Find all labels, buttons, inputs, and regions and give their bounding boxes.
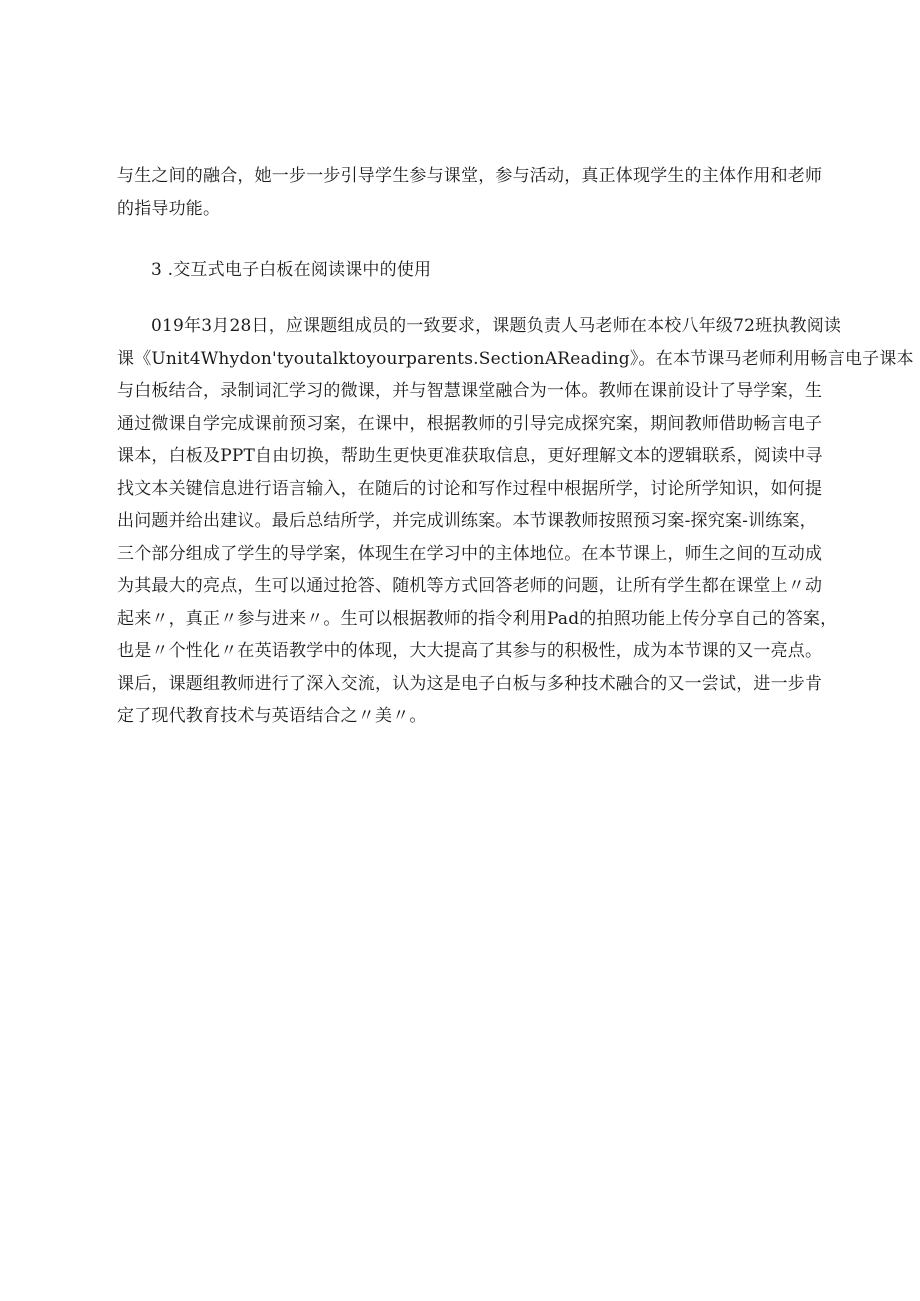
paragraph-line: 出问题并给出建议。最后总结所学，并完成训练案。本节课教师按照预习案-探究案-训练案， bbox=[117, 511, 817, 531]
paragraph-line: 定了现代教育技术与英语结合之〃美〃。 bbox=[117, 706, 427, 726]
paragraph-line: 找文本关键信息进行语言输入，在随后的讨论和写作过程中根据所学，讨论所学知识，如何提 bbox=[117, 478, 823, 499]
paragraph-line: 通过微课自学完成课前预习案，在课中，根据教师的引导完成探究案，期间教师借助畅言电子 bbox=[117, 413, 823, 434]
paragraph-line: 课本，白板及PPT自由切换，帮助生更快更准获取信息，更好理解文本的逻辑联系，阅读中寻 bbox=[117, 446, 823, 466]
paragraph-line: 也是〃个性化〃在英语教学中的体现，大大提高了其参与的积极性，成为本节课的又一亮点。 bbox=[117, 641, 823, 661]
section-heading: 3 .交互式电子白板在阅读课中的使用 bbox=[151, 260, 432, 280]
paragraph-line: 三个部分组成了学生的导学案，体现生在学习中的主体地位。在本节课上，师生之间的互动成 bbox=[117, 543, 823, 564]
paragraph-line: 起来〃，真正〃参与进来〃。生可以根据教师的指令利用Pad的拍照功能上传分享自己的答案， bbox=[117, 608, 838, 629]
continued-paragraph bbox=[117, 160, 823, 225]
paragraph-line: 与生之间的融合，她一步一步引导学生参与课堂，参与活动，真正体现学生的主体作用和老师 bbox=[117, 166, 823, 186]
paragraph-line: 课后，课题组教师进行了深入交流，认为这是电子白板与多种技术融合的又一尝试，进一步肯 bbox=[117, 673, 823, 694]
paragraph-line: 课《Unit4Whydon'tyoutalktoyourparents.SectionAReading》。在本节课马老师利用畅言电子课本 bbox=[117, 348, 914, 369]
paragraph-line: 为其最大的亮点，生可以通过抢答、随机等方式回答老师的问题，让所有学生都在课堂上〃动 bbox=[117, 576, 823, 596]
main-paragraph bbox=[117, 310, 914, 733]
paragraph-line: 019年3月28日，应课题组成员的一致要求，课题负责人马老师在本校八年级72班执教阅读 bbox=[151, 316, 842, 336]
paragraph-line: 与白板结合，录制词汇学习的微课，并与智慧课堂融合为一体。教师在课前设计了导学案，生 bbox=[117, 381, 823, 401]
paragraph-line: 的指导功能。 bbox=[117, 198, 221, 219]
